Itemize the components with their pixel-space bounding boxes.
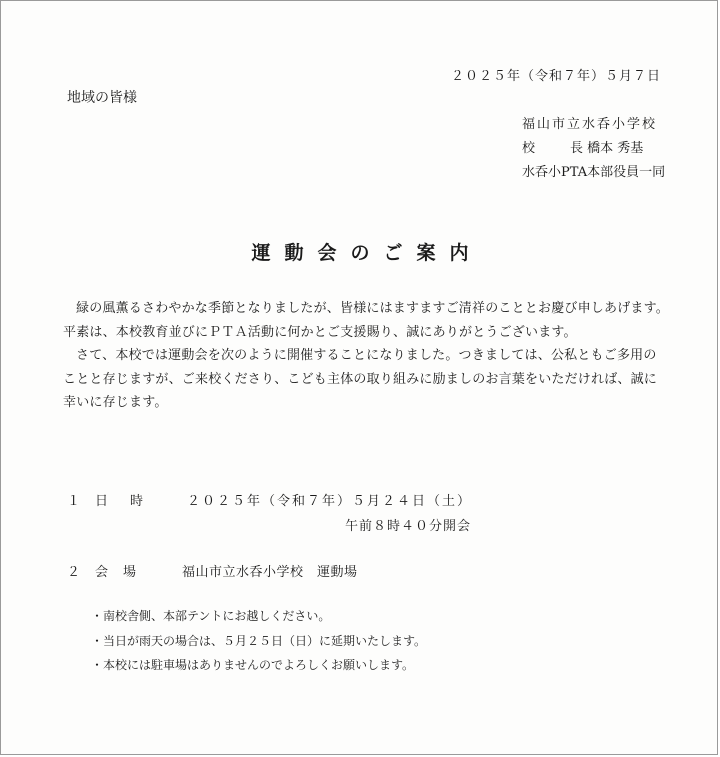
sender-pta: 水呑小PTA本部役員一同 xyxy=(522,165,666,180)
principal-role-second: 長 xyxy=(570,141,584,156)
addressee: 地域の皆様 xyxy=(67,90,137,106)
body-paragraph-2: さて、本校では運動会を次のように開催することになりました。つきましては、公私ともご多用のことと存じますが、ご来校くださり、こども主体の取り組みに励ましのお言葉をいただければ、誠に幸いに存じます。 xyxy=(63,348,658,410)
item-label-datetime-b: 時 xyxy=(130,494,144,509)
event-start-time: 午前８時４０分開会 xyxy=(345,519,472,534)
body-text xyxy=(63,297,669,415)
note-item: ・南校舎側、本部テントにお越しください。 xyxy=(91,609,331,623)
document-title: 運動会のご案内 xyxy=(251,242,483,264)
item-label-venue-a: 会 xyxy=(95,565,109,580)
body-paragraph-1-line-1: 緑の風薫るさわやかな季節となりましたが、皆様にはますますご清祥のこととお慶び申しあげます。 xyxy=(76,301,669,316)
event-venue: 福山市立水呑小学校 運動場 xyxy=(182,565,358,580)
item-label-venue-b: 場 xyxy=(123,565,137,580)
issue-date: ２０２５年（令和７年）５月７日 xyxy=(450,69,661,84)
principal-name: 橋本 秀基 xyxy=(587,141,644,156)
sender-school: 福山市立水呑小学校 xyxy=(522,117,658,132)
event-date: ２０２５年（令和７年）５月２４日（土） xyxy=(187,494,473,509)
body-paragraph-1-line-2: 平素は、本校教育並びにＰＴＡ活動に何かとご支援賜り、誠にありがとうございます。 xyxy=(63,324,577,340)
principal-role-first: 校 xyxy=(522,141,536,156)
note-item: ・当日が雨天の場合は、５月２５日（日）に延期いたします。 xyxy=(91,634,427,648)
sender-principal xyxy=(522,137,643,156)
note-item: ・本校には駐車場はありませんのでよろしくお願いします。 xyxy=(91,658,415,672)
item-label-datetime-a: 日 xyxy=(95,494,109,509)
item-number-venue: ２ xyxy=(67,565,81,580)
principal-role xyxy=(522,137,570,156)
item-number-datetime: １ xyxy=(67,494,81,509)
